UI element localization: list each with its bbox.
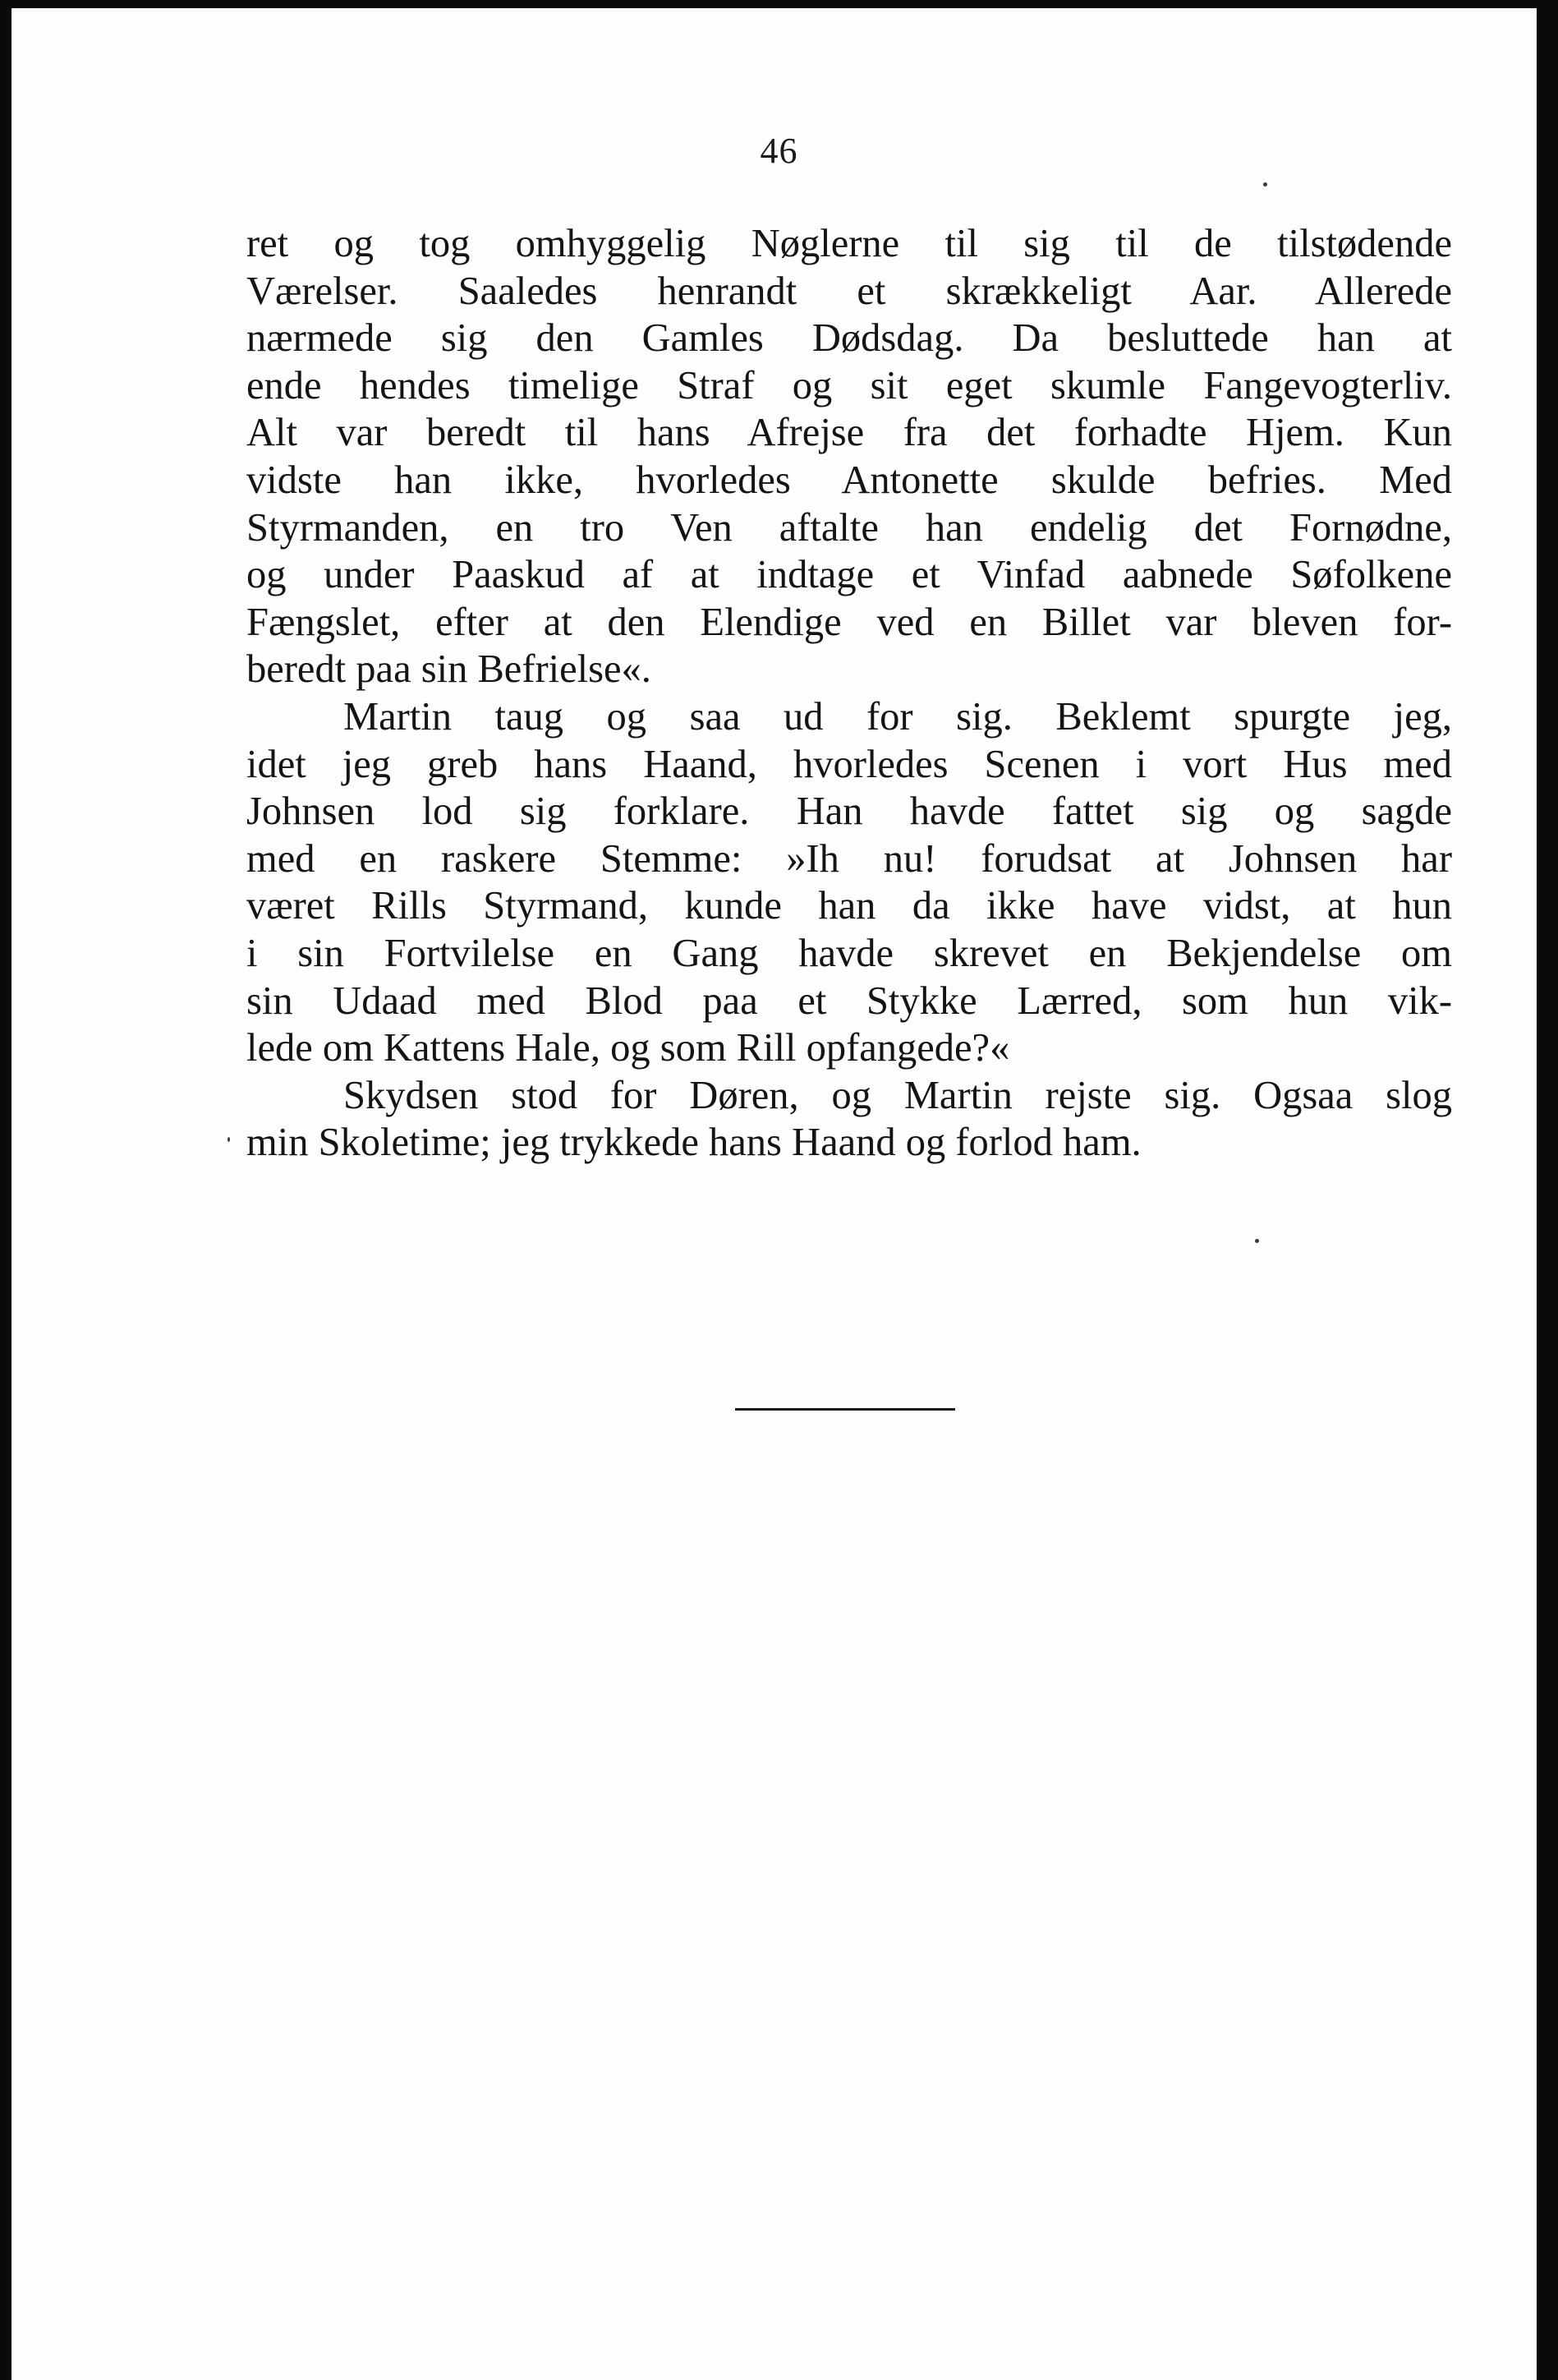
text-line: været Rills Styrmand, kunde han da ikke have vidst, at hun	[246, 884, 1452, 928]
section-divider	[735, 1408, 955, 1411]
page-number: 46	[760, 131, 798, 171]
text-line: sin Udaad med Blod paa et Stykke Lærred, som hun vik-	[246, 978, 1452, 1023]
text-line: ret og tog omhyggelig Nøglerne til sig til de tilstødende	[246, 222, 1452, 265]
text-line: Martin taug og saa ud for sig. Beklemt spurgte jeg,	[343, 694, 1452, 739]
text-line: Værelser. Saaledes henrandt et skrækkeligt Aar. Allerede	[246, 269, 1452, 313]
text-line: og under Paaskud af at indtage et Vinfad aabnede Søfolkene	[246, 553, 1452, 597]
text-line: min Skoletime; jeg trykkede hans Haand og forlod ham.	[246, 1121, 1142, 1165]
paper-speck	[227, 1137, 230, 1142]
paper-speck	[1255, 1239, 1259, 1243]
text-line: lede om Kattens Hale, og som Rill opfangede?«	[246, 1026, 1010, 1070]
text-line: idet jeg greb hans Haand, hvorledes Scenen i vort Hus med	[246, 742, 1452, 786]
text-line: nærmede sig den Gamles Dødsdag. Da besluttede han at	[246, 316, 1452, 361]
text-line: ende hendes timelige Straf og sit eget skumle Fangevogterliv.	[246, 363, 1452, 407]
text-line: Alt var beredt til hans Afrejse fra det forhadte Hjem. Kun	[246, 411, 1452, 455]
text-line: vidste han ikke, hvorledes Antonette skulde befries. Med	[246, 458, 1452, 502]
text-line: i sin Fortvilelse en Gang havde skrevet en Bekjendelse om	[246, 931, 1452, 975]
paper-speck	[1263, 182, 1267, 186]
body-text	[246, 220, 1452, 1167]
text-line: Skydsen stod for Døren, og Martin rejste sig. Ogsaa slog	[343, 1073, 1452, 1117]
text-line: beredt paa sin Befrielse«.	[246, 647, 651, 692]
text-line: Fængslet, efter at den Elendige ved en Billet var bleven for-	[246, 600, 1452, 644]
text-line: Styrmanden, en tro Ven aftalte han endelig det Fornødne,	[246, 505, 1452, 550]
text-line: med en raskere Stemme: »Ih nu! forudsat at Johnsen har	[246, 836, 1452, 881]
text-line: Johnsen lod sig forklare. Han havde fattet sig og sagde	[246, 789, 1452, 834]
